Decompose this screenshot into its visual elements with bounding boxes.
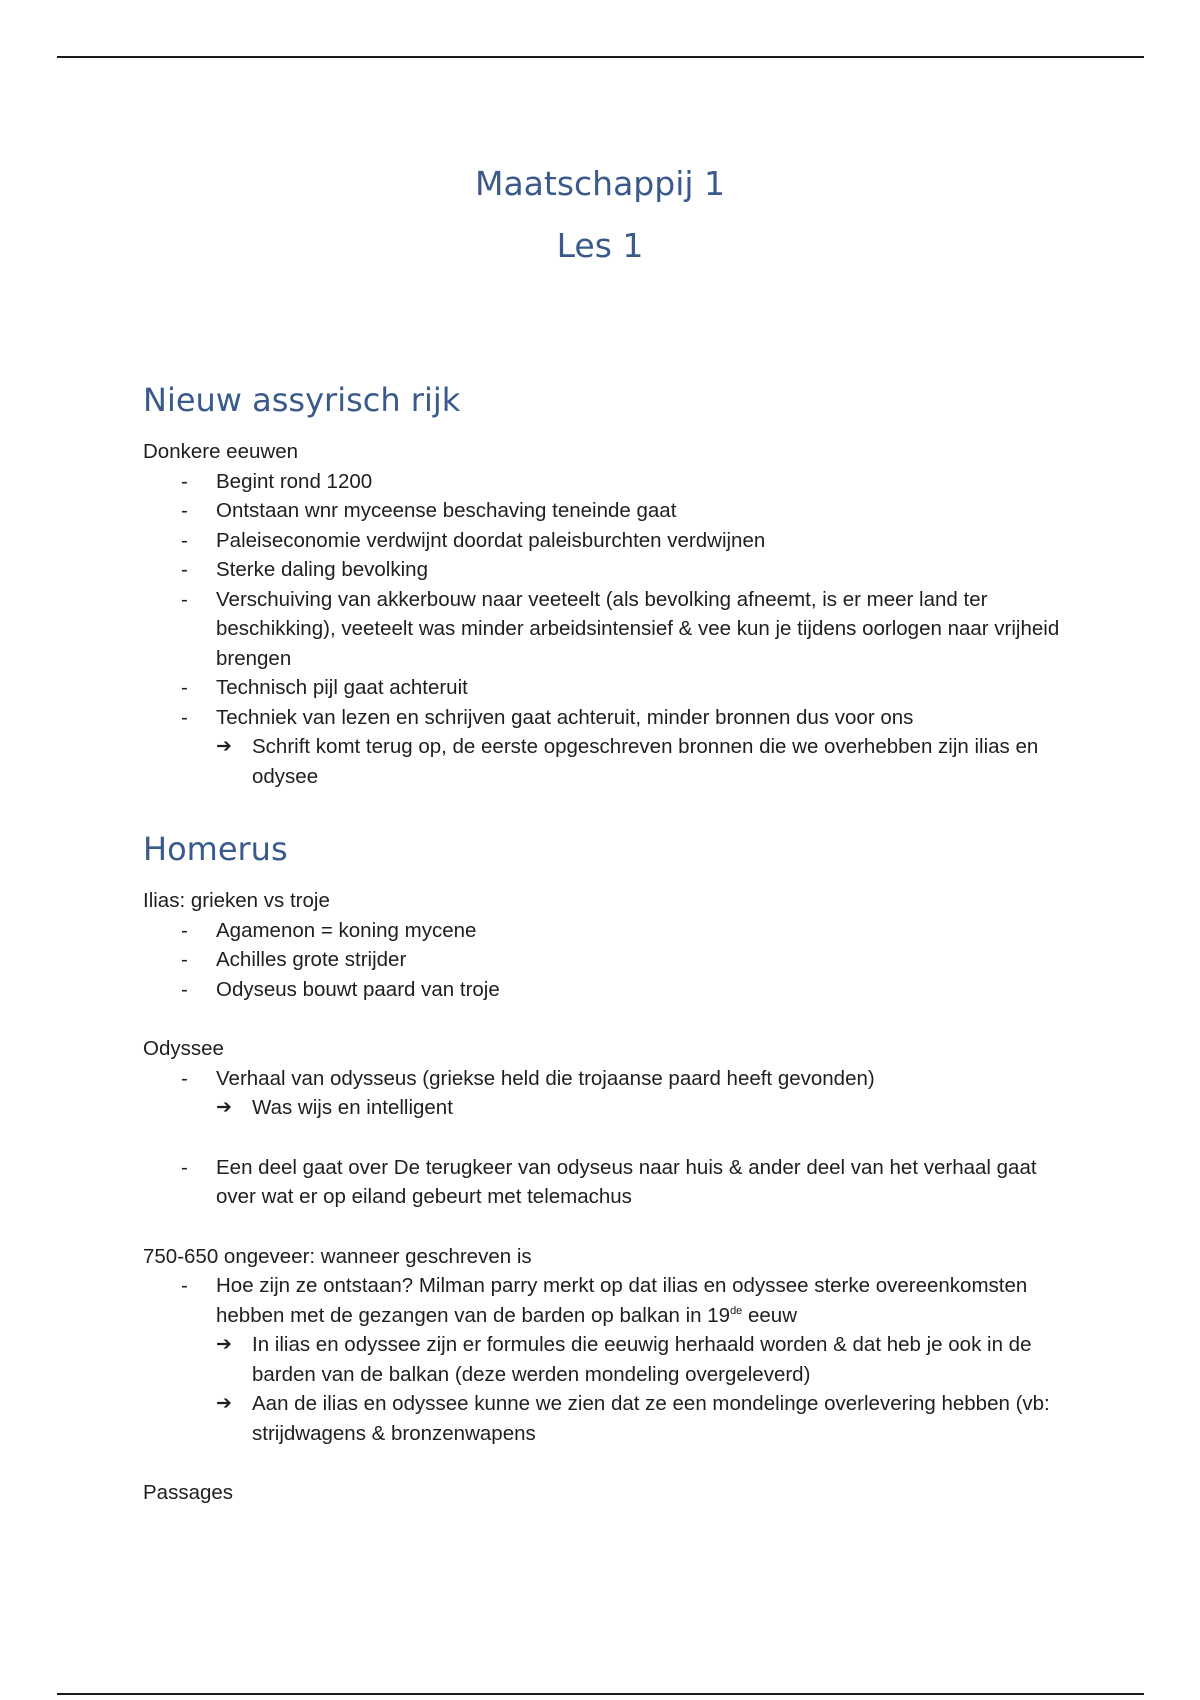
paragraph-ilias: Ilias: grieken vs troje <box>143 889 330 912</box>
arrow-right-icon: ➔ <box>216 735 232 757</box>
dash-marker: - <box>181 558 188 581</box>
paragraph-passages: Passages <box>143 1481 234 1504</box>
paragraph-date: 750-650 ongeveer: wanneer geschreven is <box>143 1244 532 1268</box>
document-title-block <box>0 164 1200 266</box>
list-item: - Ontstaan wnr myceense beschaving teneinde gaat <box>143 496 1063 526</box>
header-rule <box>57 56 1144 58</box>
bullet-list-ilias <box>143 916 1063 1005</box>
arrow-item: ➔ Schrift komt terug op, de eerste opgeschreven bronnen die we overhebben zijn ilias en odysee <box>216 732 1063 791</box>
list-item: - Achilles grote strijder <box>143 945 1063 975</box>
list-item: - Verhaal van odysseus (griekse held die trojaanse paard heeft gevonden) ➔ Was wijs en intelligent <box>143 1064 1063 1123</box>
dash-marker: - <box>181 1155 188 1179</box>
list-item: - Technisch pijl gaat achteruit <box>143 673 1063 703</box>
arrow-right-icon: ➔ <box>216 1392 232 1414</box>
superscript: de <box>730 1304 743 1317</box>
paragraph-odyssee: Odyssee <box>143 1037 224 1060</box>
arrow-list <box>216 732 1063 791</box>
document-body <box>143 376 1063 1508</box>
list-item: - Begint rond 1200 <box>143 467 1063 497</box>
list-item: - Verschuiving van akkerbouw naar veeteelt (als bevolking afneemt, is er meer land ter beschikking), veeteelt was minder arbeidsintensief & vee kun je tijdens oorlogen naar vrijheid brengen <box>143 585 1063 674</box>
dash-marker: - <box>181 528 188 552</box>
bullet-list-date <box>143 1271 1063 1448</box>
bullet-list-odyssee-continued <box>143 1153 1063 1212</box>
dash-marker: - <box>181 1066 188 1090</box>
list-item: - Paleiseconomie verdwijnt doordat paleisburchten verdwijnen <box>143 526 1063 556</box>
document-title: Maatschappij 1 <box>474 164 726 203</box>
arrow-right-icon: ➔ <box>216 1333 232 1355</box>
section-heading-nieuw-assyrisch-rijk: Nieuw assyrisch rijk <box>143 381 461 419</box>
dash-marker: - <box>181 705 188 729</box>
dash-marker: - <box>181 948 188 971</box>
arrow-item: ➔ In ilias en odyssee zijn er formules die eeuwig herhaald worden & dat heb je ook in de barden van de balkan (deze werden mondeling overgeleverd) <box>216 1330 1063 1389</box>
list-item: - Techniek van lezen en schrijven gaat achteruit, minder bronnen dus voor ons ➔ Schrift komt terug op, de eerste opgeschreven bronnen die we overhebben zijn ilias en odysee <box>143 703 1063 792</box>
dash-marker: - <box>181 918 188 942</box>
arrow-list <box>216 1093 1063 1123</box>
section-heading-homerus: Homerus <box>143 830 288 868</box>
list-item: - Sterke daling bevolking <box>143 555 1063 585</box>
bullet-list-donkere-eeuwen <box>143 467 1063 792</box>
list-item: - Een deel gaat over De terugkeer van odyseus naar huis & ander deel van het verhaal gaat over wat er op eiland gebeurt met telemachus <box>143 1153 1063 1212</box>
bullet-list-odyssee <box>143 1064 1063 1123</box>
list-item: - Hoe zijn ze ontstaan? Milman parry merkt op dat ilias en odyssee sterke overeenkomsten hebben met de gezangen van de barden op balkan in 19de eeuw ➔ In ilias en odyssee zijn er formules die eeuwig herhaald worden & dat heb je ook in de barden van de balkan (deze werden mondeling overgeleverd) ➔ Aan de ilias en odyssee kunne we zien dat ze een mondelinge overlevering hebben (vb: strijdwagens & bronzenwapens <box>143 1271 1063 1448</box>
dash-marker: - <box>181 676 188 699</box>
footer-rule <box>57 1693 1144 1695</box>
list-item: - Agamenon = koning mycene <box>143 916 1063 946</box>
arrow-right-icon: ➔ <box>216 1096 232 1118</box>
arrow-list <box>216 1330 1063 1448</box>
dash-marker: - <box>181 469 188 493</box>
document-subtitle: Les 1 <box>556 226 644 265</box>
arrow-item: ➔ Aan de ilias en odyssee kunne we zien dat ze een mondelinge overlevering hebben (vb: strijdwagens & bronzenwapens <box>216 1389 1063 1448</box>
dash-marker: - <box>181 499 188 522</box>
dash-marker: - <box>181 977 188 1001</box>
list-item: - Odyseus bouwt paard van troje <box>143 975 1063 1005</box>
dash-marker: - <box>181 587 188 611</box>
dash-marker: - <box>181 1274 188 1297</box>
arrow-item: ➔ Was wijs en intelligent <box>216 1093 1063 1123</box>
paragraph-donkere-eeuwen: Donkere eeuwen <box>143 440 298 463</box>
